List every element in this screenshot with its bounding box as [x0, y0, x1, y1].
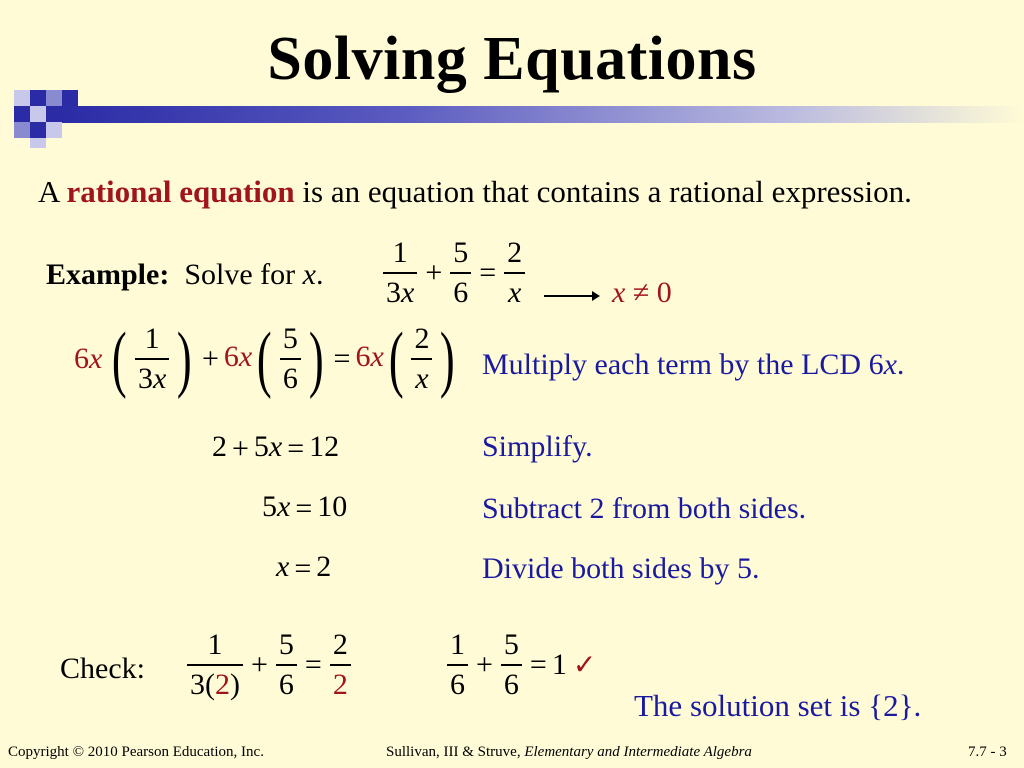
- restriction-var: x: [612, 276, 626, 309]
- example-label: Example:: [46, 258, 170, 291]
- slide-title: Solving Equations: [267, 25, 757, 93]
- multiplier-var: x: [238, 339, 253, 373]
- plus-sign: +: [201, 342, 219, 375]
- denominator: 6: [276, 664, 297, 700]
- term: 2: [212, 430, 227, 463]
- multiplier-var: x: [89, 342, 103, 375]
- left-paren: (: [388, 318, 404, 400]
- step-3-equation: [262, 490, 347, 526]
- footer-book-authors: Sullivan, III & Struve,: [386, 744, 525, 760]
- checkmark-icon: ✓: [572, 650, 597, 681]
- equals-sign: =: [287, 432, 305, 466]
- multiplier: [224, 340, 252, 373]
- right-paren: ): [440, 318, 456, 400]
- header-square: [46, 106, 62, 122]
- fraction: [447, 630, 468, 700]
- fraction: [383, 238, 417, 308]
- term-var: x: [268, 430, 283, 463]
- step-1-explanation: [482, 348, 904, 382]
- den-coef: 3: [386, 276, 401, 309]
- solution-statement: The solution set is {2}.: [634, 688, 922, 723]
- check-label: Check:: [60, 652, 145, 685]
- restriction: [612, 276, 672, 310]
- numerator: 5: [503, 628, 519, 661]
- denominator: 6: [450, 272, 471, 308]
- den-coef: 3: [137, 362, 153, 395]
- denominator: [383, 272, 417, 308]
- header-square: [30, 90, 46, 106]
- equals-sign: =: [295, 492, 313, 526]
- footer-book: [386, 744, 752, 761]
- numerator: 1: [450, 628, 465, 661]
- fraction: [411, 324, 432, 394]
- header-square: [62, 90, 78, 106]
- denominator: x: [504, 272, 525, 308]
- header-gradient-bar: [60, 106, 1024, 123]
- header-square: [30, 106, 46, 122]
- example-variable: x: [302, 258, 316, 291]
- step-1-equation: [74, 318, 460, 400]
- rhs: 1: [551, 648, 567, 681]
- multiplier: [355, 340, 383, 373]
- denominator: [187, 664, 243, 700]
- equals-sign: =: [333, 342, 351, 375]
- numerator: 5: [453, 236, 469, 269]
- footer-page-number: 7.7 - 3: [968, 744, 1007, 760]
- den-pre: 3(: [190, 668, 215, 701]
- numerator: 2: [507, 236, 523, 269]
- left-paren: (: [112, 318, 128, 400]
- fraction: [330, 630, 351, 700]
- plus-sign: +: [476, 648, 493, 681]
- numerator: 2: [332, 628, 348, 661]
- header-square: [46, 90, 62, 106]
- den-val: 2: [215, 668, 230, 701]
- multiplier-var: x: [370, 339, 384, 373]
- example-label-line: [46, 258, 323, 292]
- plus-sign: +: [251, 648, 268, 681]
- fraction: [276, 630, 297, 700]
- numerator: 5: [282, 322, 298, 355]
- left-paren: (: [257, 318, 272, 400]
- multiplier-coef: 6: [74, 342, 89, 375]
- equals-sign: =: [304, 648, 322, 681]
- den-post: ): [230, 668, 240, 701]
- numerator: 1: [207, 628, 223, 661]
- fraction: [501, 630, 522, 700]
- equals-sign: =: [529, 648, 547, 681]
- header-square: [30, 122, 46, 138]
- term-var: x: [277, 490, 291, 523]
- restriction-value: 0: [656, 276, 672, 309]
- fraction: [450, 238, 471, 308]
- check-equation-1: [184, 630, 354, 700]
- header-square: [14, 90, 30, 106]
- right-paren: ): [177, 318, 193, 400]
- denominator: 2: [330, 664, 351, 700]
- footer-book-title: Elementary and Intermediate Algebra: [524, 744, 752, 760]
- rhs: 2: [316, 550, 332, 583]
- header-square: [14, 106, 30, 122]
- denominator: [135, 358, 169, 394]
- denominator: 6: [280, 358, 301, 394]
- definition-suffix: is an equation that contains a rational expression.: [294, 174, 912, 209]
- numerator: 1: [392, 236, 408, 269]
- example-instruction: Solve for: [184, 258, 303, 291]
- header-square: [46, 122, 62, 138]
- equals-sign: =: [294, 552, 312, 586]
- multiplier: [74, 342, 102, 376]
- footer-copyright: Copyright © 2010 Pearson Education, Inc.: [8, 744, 264, 760]
- not-equal-sign: ≠: [632, 276, 650, 309]
- arrow-icon: [544, 286, 600, 306]
- step-2-equation: [212, 430, 339, 466]
- numerator: 2: [414, 322, 430, 355]
- rhs: 10: [317, 490, 348, 523]
- denominator: 6: [447, 664, 468, 700]
- fraction: [504, 238, 525, 308]
- den-var: x: [401, 276, 415, 309]
- header-square: [30, 138, 46, 148]
- denominator: 6: [501, 664, 522, 700]
- step-text-var: x: [883, 348, 897, 381]
- step-4-equation: [276, 550, 331, 586]
- definition-term: rational equation: [66, 174, 295, 209]
- plus-sign: +: [425, 256, 443, 289]
- den-var: x: [152, 362, 167, 395]
- denominator: x: [411, 358, 432, 394]
- term-coef: 5: [253, 430, 269, 463]
- equals-sign: =: [479, 256, 497, 289]
- step-text-suffix: .: [896, 348, 905, 381]
- fraction: [135, 324, 169, 394]
- step-3-explanation: Subtract 2 from both sides.: [482, 492, 807, 525]
- fraction: [187, 630, 243, 700]
- definition-prefix: A: [38, 174, 67, 209]
- numerator: 1: [144, 322, 160, 355]
- numerator: 5: [278, 628, 294, 661]
- right-paren: ): [308, 318, 324, 400]
- definition-text: [38, 174, 912, 210]
- example-equation: [380, 238, 528, 308]
- plus-sign: +: [232, 432, 249, 466]
- header-square: [14, 122, 30, 138]
- rhs: 12: [309, 430, 340, 463]
- header-decoration: [0, 90, 1024, 150]
- step-2-explanation: Simplify.: [482, 430, 593, 463]
- multiplier-coef: 6: [355, 339, 371, 373]
- term-coef: 5: [262, 490, 277, 523]
- term-var: x: [276, 550, 290, 583]
- check-equation-2: [444, 630, 596, 700]
- multiplier-coef: 6: [223, 339, 239, 373]
- step-4-explanation: Divide both sides by 5.: [482, 552, 760, 585]
- example-instruction-suffix: .: [315, 258, 324, 291]
- fraction: [280, 324, 301, 394]
- step-text-prefix: Multiply each term by the LCD 6: [482, 348, 884, 381]
